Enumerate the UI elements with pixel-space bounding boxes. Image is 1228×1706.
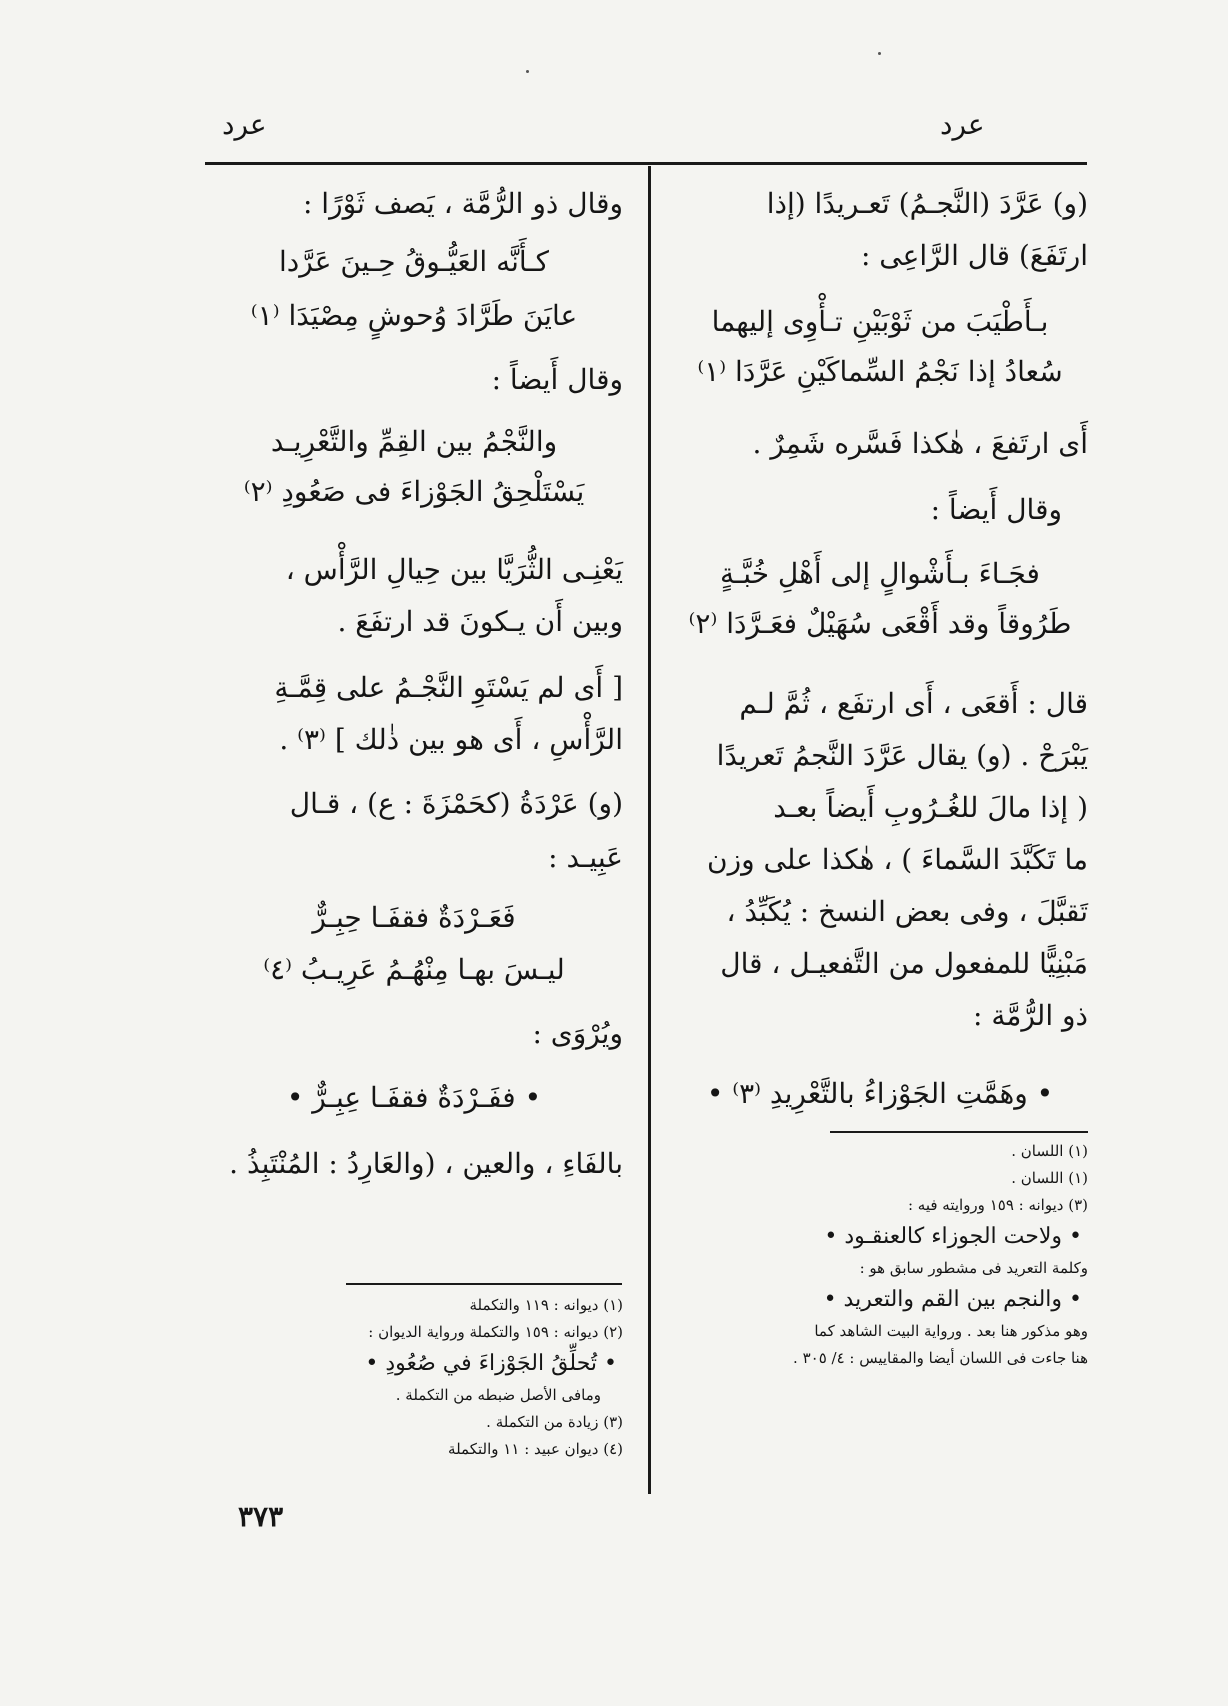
- entry-line: وقال ذو الرُّمَّة ، يَصف ثَوْرًا :: [302, 187, 623, 220]
- verse-line: • ففَـرْدَةٌ فقفَـا عِبِـرٌّ •: [286, 1081, 542, 1114]
- entry-line: وبين أَن يـكونَ قد ارتفَعَ .: [337, 605, 623, 638]
- entry-line: وقال أَيضاً :: [491, 363, 623, 396]
- entry-line: يَبْرَحْ . (و) يقال عَرَّدَ النَّجمُ تَعريدًا: [716, 739, 1088, 772]
- entry-line: أَى ارتَفعَ ، هٰكذا فَسَّره شَمِرٌ .: [752, 427, 1088, 460]
- verse-line: ليـسَ بهـا مِنْهُـمُ عَرِيـبُ ⁽٤⁾: [263, 953, 565, 986]
- print-speck: [526, 70, 529, 73]
- entry-line: الرَّأْسِ ، أَى هو بين ذٰلك ] ⁽٣⁾ .: [279, 723, 623, 756]
- verse-line: طَرُوقاً وقد أَقْعَى سُهَيْلٌ فعَـرَّدَا ⁽٢⁾: [688, 607, 1072, 640]
- page-number: ٣٧٣: [238, 1500, 284, 1533]
- footnote-rule-left: [346, 1283, 622, 1285]
- footnotes-left: [205, 1292, 623, 1463]
- right-column: [672, 178, 1088, 1238]
- footnote-verse: • تُحلِّقُ الجَوْزاءَ في صُعُودِ •: [365, 1351, 617, 1376]
- entry-line: وقال أَيضاً :: [930, 493, 1062, 526]
- entry-line: ذو الرُّمَّة :: [973, 999, 1088, 1032]
- footnote: (٣) ديوانه : ١٥٩ وروايته فيه :: [907, 1196, 1088, 1214]
- footnotes-right: [672, 1138, 1088, 1372]
- footnote: ومافى الأصل ضبطه من التكملة .: [395, 1386, 601, 1404]
- verse-line: • وهَمَّتِ الجَوْزاءُ بالتَّعْرِيدِ ⁽٣⁾ •: [706, 1077, 1054, 1110]
- footnote: (٢) ديوانه : ١٥٩ والتكملة ورواية الديوان :: [368, 1323, 623, 1341]
- verse-line: يَسْتَلْحِقُ الجَوْزاءَ فى صَعُودِ ⁽٢⁾: [243, 475, 585, 508]
- entry-line: (و) عَرَّدَ (النَّجـمُ) تَعـريدًا (إذا: [766, 187, 1088, 220]
- entry-line: ما تَكَبَّدَ السَّماءَ ) ، هٰكذا على وزن: [707, 843, 1088, 876]
- footnote-verse: • ولاحت الجوزاء كالعنقـود •: [824, 1224, 1082, 1249]
- left-column: [205, 178, 623, 1278]
- footnote: (١) اللسان .: [1011, 1142, 1088, 1160]
- footnote: وكلمة التعريد فى مشطور سابق هو :: [859, 1259, 1088, 1277]
- print-speck: [878, 52, 881, 55]
- verse-line: فجَـاءَ بـأَشْوالٍ إلى أَهْلِ خُبَّـةٍ: [720, 557, 1040, 590]
- entry-line: قال : أَقعَى ، أَى ارتفَع ، ثُمَّ لـم: [739, 687, 1088, 720]
- footnote-verse: • والنجم بين القم والتعريد •: [823, 1287, 1082, 1312]
- column-divider: [648, 166, 651, 1494]
- footnote: هنا جاءت فى اللسان أيضا والمقاييس : ٤/ ٣٠٥ .: [793, 1349, 1088, 1367]
- verse-line: سُعادُ إذا نَجْمُ السِّماكَيْنِ عَرَّدَا ⁽١⁾: [697, 355, 1063, 388]
- verse-line: عايَنَ طَرَّادَ وُحوشٍ مِصْيَدَا ⁽١⁾: [250, 299, 578, 332]
- footnote: وهو مذكور هنا بعد . ورواية البيت الشاهد كما: [814, 1322, 1088, 1340]
- running-head-right: عرد: [940, 108, 985, 141]
- entry-line: تَقبَّلَ ، وفى بعض النسخ : يُكَبِّدُ ،: [726, 895, 1088, 928]
- verse-line: والنَّجْمُ بين القِمِّ والتَّعْرِيـد: [270, 425, 558, 458]
- entry-line: بالفَاءِ ، والعين ، (والعَارِدُ : المُنْتَبِذُ .: [229, 1147, 623, 1180]
- footnote: (٣) زيادة من التكملة .: [486, 1413, 623, 1431]
- verse-line: بـأَطْيَبَ من ثَوْبَيْنِ تـأْوِى إليهما: [711, 305, 1049, 338]
- footnote: (٤) ديوان عبيد : ١١ والتكملة: [448, 1440, 623, 1458]
- entry-line: ارتَفَعَ) قال الرَّاعِى :: [860, 239, 1088, 272]
- entry-line: [ أَى لم يَسْتَوِ النَّجْـمُ على قِمَّـةِ: [274, 671, 623, 704]
- entry-line: (و) عَرْدَةُ (كحَمْزَةَ : ع) ، قـال: [289, 787, 623, 820]
- footnote: (١) ديوانه : ١١٩ والتكملة: [469, 1296, 623, 1314]
- entry-line: يَعْنِـى الثُّرَيَّا بين حِيالِ الرَّأْس ،: [285, 553, 623, 586]
- verse-line: فَعَـرْدَةٌ فقفَـا حِبِـرٌّ: [312, 901, 516, 934]
- entry-line: عَبِيـد :: [548, 841, 623, 874]
- footnote-rule-right: [830, 1131, 1088, 1133]
- entry-line: ( إذا مالَ للغُـرُوبِ أَيضاً بعـد: [773, 791, 1088, 824]
- verse-line: كـأَنَّه العَيُّـوقُ حِـينَ عَرَّدا: [279, 245, 549, 278]
- entry-line: ويُرْوَى :: [532, 1017, 623, 1050]
- footnote: (١) اللسان .: [1011, 1169, 1088, 1187]
- header-rule: [205, 162, 1087, 165]
- entry-line: مَبْنِيًّا للمفعول من التَّفعيـل ، قال: [720, 947, 1088, 980]
- running-head-left: عرد: [222, 108, 267, 141]
